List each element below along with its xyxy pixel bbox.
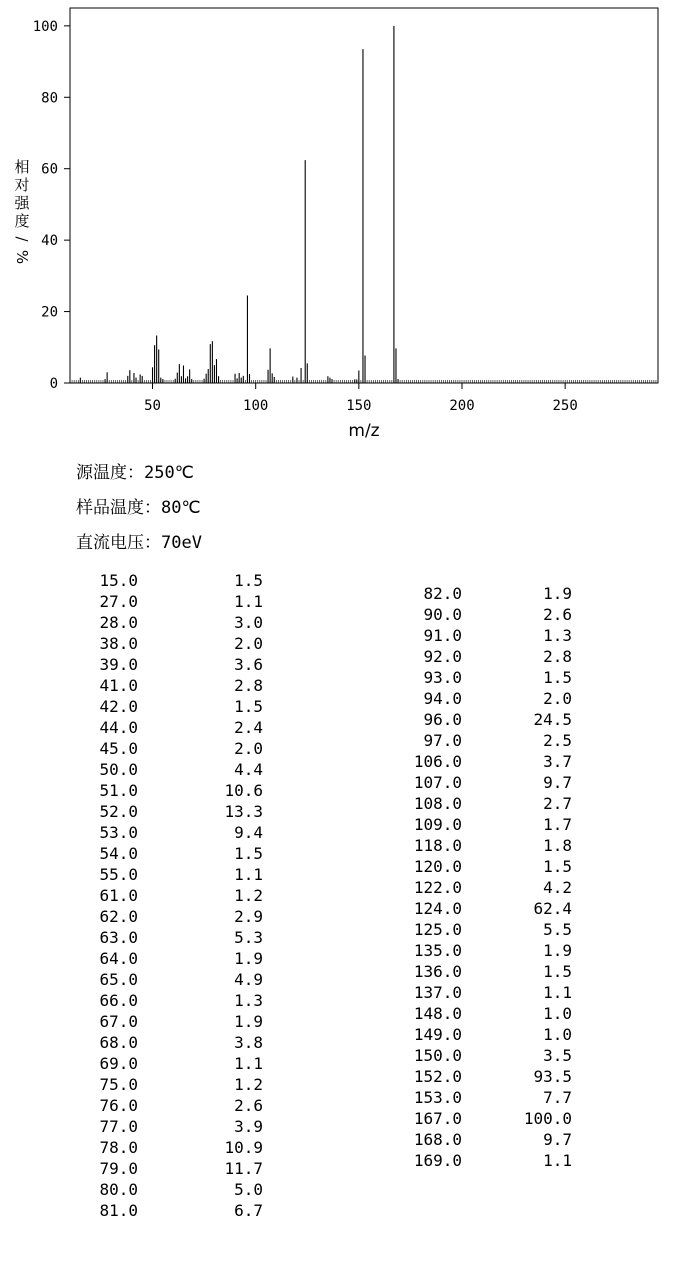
- spectrum-peaks: [80, 26, 398, 383]
- table-row: [400, 772, 572, 793]
- dc-voltage-value: 70eV: [161, 533, 202, 553]
- abundance-value: 1.9: [234, 1012, 263, 1031]
- table-row: [95, 759, 263, 780]
- mz-value: 149.0: [413, 1025, 462, 1044]
- dc-voltage: [76, 528, 202, 553]
- x-tick-label: 250: [552, 398, 578, 414]
- mz-value: 69.0: [99, 1054, 138, 1073]
- table-row: [400, 814, 572, 835]
- table-row: [95, 633, 263, 654]
- abundance-value: 9.7: [543, 1130, 572, 1149]
- mass-spectrum-chart: [0, 0, 680, 450]
- abundance-value: 2.8: [234, 676, 263, 695]
- abundance-value: 1.2: [234, 1075, 263, 1094]
- abundance-value: 1.8: [543, 836, 572, 855]
- table-row: [400, 1003, 572, 1024]
- sample-temperature-value: 80℃: [161, 498, 201, 518]
- mz-value: 82.0: [423, 584, 462, 603]
- abundance-value: 1.5: [234, 571, 263, 590]
- abundance-value: 1.3: [543, 626, 572, 645]
- y-tick-label: 60: [41, 161, 58, 178]
- abundance-value: 2.6: [234, 1096, 263, 1115]
- abundance-value: 1.1: [234, 865, 263, 884]
- mz-value: 50.0: [99, 760, 138, 779]
- mz-value: 52.0: [99, 802, 138, 821]
- abundance-value: 4.4: [234, 760, 263, 779]
- abundance-value: 1.9: [234, 949, 263, 968]
- mz-value: 77.0: [99, 1117, 138, 1136]
- abundance-value: 1.1: [543, 1151, 572, 1170]
- mz-value: 81.0: [99, 1201, 138, 1220]
- mz-value: 62.0: [99, 907, 138, 926]
- y-axis-label: [13, 158, 31, 264]
- abundance-value: 3.6: [234, 655, 263, 674]
- table-row: [400, 1066, 572, 1087]
- mz-value: 78.0: [99, 1138, 138, 1157]
- plot-frame: [70, 8, 658, 383]
- x-axis-label: m/z: [348, 421, 380, 441]
- table-row: [400, 961, 572, 982]
- abundance-value: 1.0: [543, 1004, 572, 1023]
- table-row: [95, 864, 263, 885]
- table-row: [400, 856, 572, 877]
- abundance-value: 1.5: [234, 844, 263, 863]
- table-row: [400, 583, 572, 604]
- mz-value: 97.0: [423, 731, 462, 750]
- abundance-value: 2.5: [543, 731, 572, 750]
- mz-value: 108.0: [413, 794, 462, 813]
- table-row: [400, 1129, 572, 1150]
- abundance-value: 1.5: [543, 962, 572, 981]
- mz-value: 148.0: [413, 1004, 462, 1023]
- table-row: [400, 1024, 572, 1045]
- table-row: [95, 1200, 263, 1221]
- mz-value: 61.0: [99, 886, 138, 905]
- mz-value: 153.0: [413, 1088, 462, 1107]
- mz-value: 55.0: [99, 865, 138, 884]
- table-row: [95, 675, 263, 696]
- y-tick-label: 100: [32, 18, 58, 35]
- x-tick-label: 150: [346, 398, 372, 414]
- y-axis-ticks: [33, 19, 70, 392]
- abundance-value: 9.7: [543, 773, 572, 792]
- mz-value: 106.0: [413, 752, 462, 771]
- abundance-value: 10.9: [224, 1138, 263, 1157]
- mz-value: 152.0: [413, 1067, 462, 1086]
- mz-value: 65.0: [99, 970, 138, 989]
- table-row: [95, 717, 263, 738]
- x-tick-label: 100: [243, 398, 269, 414]
- mz-value: 91.0: [423, 626, 462, 645]
- mz-value: 75.0: [99, 1075, 138, 1094]
- mz-value: 63.0: [99, 928, 138, 947]
- table-row: [400, 919, 572, 940]
- sample-temperature-label: 样品温度：: [76, 498, 161, 518]
- table-row: [95, 843, 263, 864]
- table-row: [400, 688, 572, 709]
- abundance-value: 1.1: [543, 983, 572, 1002]
- abundance-value: 5.3: [234, 928, 263, 947]
- y-axis-label-char: 强: [14, 194, 30, 212]
- table-row: [95, 591, 263, 612]
- mz-value: 76.0: [99, 1096, 138, 1115]
- abundance-value: 93.5: [533, 1067, 572, 1086]
- table-row: [95, 696, 263, 717]
- table-row: [95, 1158, 263, 1179]
- mz-value: 168.0: [413, 1130, 462, 1149]
- abundance-value: 3.7: [543, 752, 572, 771]
- abundance-value: 1.5: [543, 668, 572, 687]
- table-row: [400, 604, 572, 625]
- abundance-value: 2.7: [543, 794, 572, 813]
- y-axis-label-char: /: [13, 236, 31, 242]
- table-row: [95, 906, 263, 927]
- table-row: [400, 982, 572, 1003]
- table-row: [95, 927, 263, 948]
- table-row: [400, 835, 572, 856]
- mz-value: 169.0: [413, 1151, 462, 1170]
- table-row: [95, 1053, 263, 1074]
- source-temperature-value: 250℃: [144, 463, 194, 483]
- abundance-value: 3.9: [234, 1117, 263, 1136]
- mz-value: 51.0: [99, 781, 138, 800]
- mz-value: 136.0: [413, 962, 462, 981]
- abundance-value: 24.5: [533, 710, 572, 729]
- table-row: [400, 667, 572, 688]
- abundance-value: 3.5: [543, 1046, 572, 1065]
- table-row: [95, 570, 263, 591]
- mz-value: 39.0: [99, 655, 138, 674]
- mz-value: 79.0: [99, 1159, 138, 1178]
- abundance-value: 2.0: [234, 739, 263, 758]
- mz-value: 67.0: [99, 1012, 138, 1031]
- table-row: [95, 612, 263, 633]
- table-row: [95, 1074, 263, 1095]
- abundance-value: 4.2: [543, 878, 572, 897]
- abundance-value: 1.9: [543, 941, 572, 960]
- table-row: [95, 1032, 263, 1053]
- abundance-value: 6.7: [234, 1201, 263, 1220]
- mz-value: 68.0: [99, 1033, 138, 1052]
- abundance-value: 1.1: [234, 592, 263, 611]
- y-axis-label-char: %: [13, 249, 31, 265]
- table-row: [95, 885, 263, 906]
- table-row: [400, 1087, 572, 1108]
- mz-value: 92.0: [423, 647, 462, 666]
- table-row: [95, 801, 263, 822]
- y-tick-label: 40: [41, 233, 58, 250]
- mz-value: 64.0: [99, 949, 138, 968]
- y-axis-label-char: 相: [14, 158, 30, 176]
- mz-value: 44.0: [99, 718, 138, 737]
- dc-voltage-label: 直流电压：: [76, 533, 161, 553]
- table-row: [95, 1116, 263, 1137]
- table-row: [400, 1108, 572, 1129]
- abundance-value: 1.5: [234, 697, 263, 716]
- table-row: [400, 1150, 572, 1171]
- table-row: [95, 948, 263, 969]
- abundance-value: 1.7: [543, 815, 572, 834]
- table-row: [400, 730, 572, 751]
- y-tick-label: 80: [41, 90, 58, 107]
- abundance-value: 10.6: [224, 781, 263, 800]
- table-row: [95, 1137, 263, 1158]
- abundance-value: 1.5: [543, 857, 572, 876]
- table-row: [400, 877, 572, 898]
- mz-value: 45.0: [99, 739, 138, 758]
- abundance-value: 2.8: [543, 647, 572, 666]
- abundance-value: 1.3: [234, 991, 263, 1010]
- abundance-value: 2.6: [543, 605, 572, 624]
- abundance-value: 2.0: [234, 634, 263, 653]
- abundance-value: 1.0: [543, 1025, 572, 1044]
- table-row: [95, 822, 263, 843]
- abundance-value: 1.2: [234, 886, 263, 905]
- abundance-value: 7.7: [543, 1088, 572, 1107]
- table-row: [400, 1045, 572, 1066]
- abundance-value: 3.0: [234, 613, 263, 632]
- table-row: [400, 940, 572, 961]
- table-row: [95, 1011, 263, 1032]
- y-tick-label: 0: [49, 376, 58, 392]
- abundance-value: 2.9: [234, 907, 263, 926]
- mz-value: 137.0: [413, 983, 462, 1002]
- table-row: [400, 793, 572, 814]
- y-axis-label-char: 对: [14, 176, 30, 194]
- mz-value: 80.0: [99, 1180, 138, 1199]
- abundance-value: 2.0: [543, 689, 572, 708]
- source-temperature-label: 源温度：: [76, 463, 144, 483]
- table-row: [400, 646, 572, 667]
- mz-value: 167.0: [413, 1109, 462, 1128]
- abundance-value: 3.8: [234, 1033, 263, 1052]
- table-row: [95, 780, 263, 801]
- table-row: [95, 1179, 263, 1200]
- mz-value: 94.0: [423, 689, 462, 708]
- abundance-value: 100.0: [523, 1109, 572, 1128]
- source-temperature: [76, 458, 194, 483]
- sample-temperature: [76, 493, 201, 518]
- x-tick-label: 200: [449, 398, 475, 414]
- table-row: [95, 969, 263, 990]
- mz-value: 53.0: [99, 823, 138, 842]
- table-row: [95, 738, 263, 759]
- x-axis-ticks: [144, 383, 578, 414]
- mz-value: 15.0: [99, 571, 138, 590]
- table-row: [400, 751, 572, 772]
- mz-value: 120.0: [413, 857, 462, 876]
- abundance-value: 4.9: [234, 970, 263, 989]
- abundance-value: 11.7: [224, 1159, 263, 1178]
- y-tick-label: 20: [41, 304, 58, 321]
- mz-value: 93.0: [423, 668, 462, 687]
- table-row: [95, 654, 263, 675]
- peak-table-right: [400, 583, 572, 1171]
- mz-value: 118.0: [413, 836, 462, 855]
- mz-value: 28.0: [99, 613, 138, 632]
- abundance-value: 2.4: [234, 718, 263, 737]
- mz-value: 96.0: [423, 710, 462, 729]
- abundance-value: 5.0: [234, 1180, 263, 1199]
- mz-value: 41.0: [99, 676, 138, 695]
- peak-table-left: [95, 570, 263, 1221]
- mz-value: 42.0: [99, 697, 138, 716]
- abundance-value: 62.4: [533, 899, 572, 918]
- x-tick-label: 50: [144, 398, 161, 414]
- table-row: [95, 1095, 263, 1116]
- table-row: [400, 898, 572, 919]
- abundance-value: 1.1: [234, 1054, 263, 1073]
- y-axis-label-char: 度: [14, 212, 30, 230]
- abundance-value: 9.4: [234, 823, 263, 842]
- table-row: [95, 990, 263, 1011]
- mz-value: 109.0: [413, 815, 462, 834]
- mz-value: 125.0: [413, 920, 462, 939]
- mz-value: 122.0: [413, 878, 462, 897]
- abundance-value: 13.3: [224, 802, 263, 821]
- mz-value: 90.0: [423, 605, 462, 624]
- mz-value: 150.0: [413, 1046, 462, 1065]
- table-row: [400, 709, 572, 730]
- abundance-value: 5.5: [543, 920, 572, 939]
- mz-value: 135.0: [413, 941, 462, 960]
- mz-value: 66.0: [99, 991, 138, 1010]
- mz-value: 27.0: [99, 592, 138, 611]
- mz-value: 54.0: [99, 844, 138, 863]
- mz-value: 124.0: [413, 899, 462, 918]
- table-row: [400, 625, 572, 646]
- abundance-value: 1.9: [543, 584, 572, 603]
- mz-value: 38.0: [99, 634, 138, 653]
- mz-value: 107.0: [413, 773, 462, 792]
